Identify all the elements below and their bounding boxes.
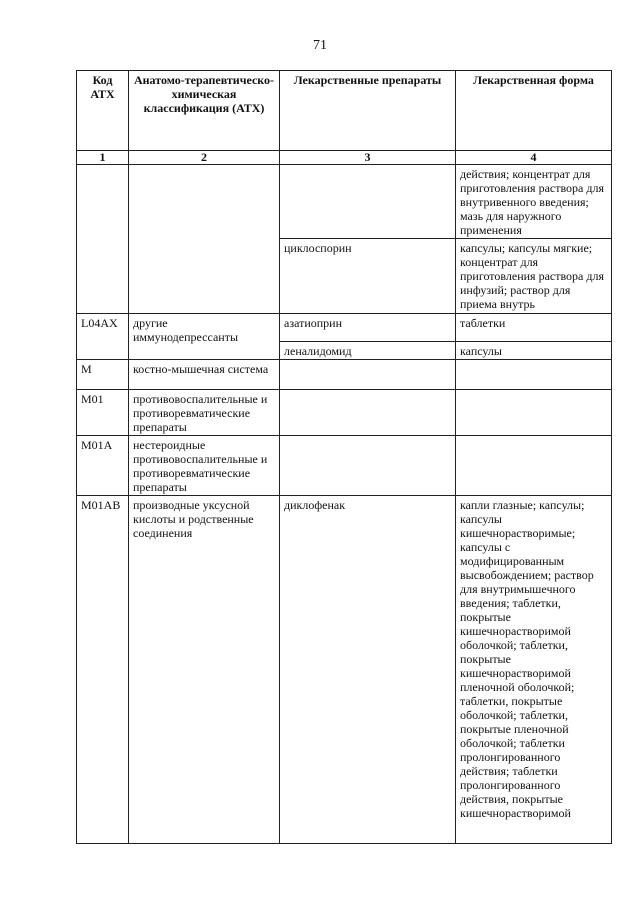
- cell-classification: другие иммунодепрессанты: [129, 314, 280, 360]
- cell-drug: азатиоприн: [280, 314, 456, 342]
- page-number: 71: [313, 38, 327, 53]
- cell-drug: циклоспорин: [280, 239, 456, 314]
- column-number: 1: [77, 151, 129, 165]
- cell-classification: производные уксусной кислоты и родственные соединения: [129, 496, 280, 844]
- table-row: [77, 314, 612, 342]
- column-number: 4: [456, 151, 612, 165]
- cell-form: капли глазные; капсулы; капсулы кишечнорастворимые; капсулы с модифицированным высвобождением; раствор для внутримышечного введения; таблетки, покрытые кишечнорастворимой оболочкой; таблетки, покрытые кишечнорастворимой пленочной оболочкой; таблетки, покрытые оболочкой; таблетки, покрытые пленочной оболочкой; таблетки пролонгированного действия; таблетки пролонгированного действия, покрытые кишечнорастворимой: [456, 496, 612, 844]
- cell-drug: [280, 165, 456, 239]
- cell-classification: костно-мышечная система: [129, 360, 280, 390]
- table-row: [77, 496, 612, 844]
- atx-table: [76, 70, 612, 844]
- cell-code: M01: [77, 390, 129, 436]
- header-code: Код АТХ: [77, 71, 129, 151]
- table-row: [77, 360, 612, 390]
- column-number-row: [77, 151, 612, 165]
- cell-form: таблетки: [456, 314, 612, 342]
- cell-form: [456, 390, 612, 436]
- table-row: [77, 390, 612, 436]
- column-number: 3: [280, 151, 456, 165]
- header-form: Лекарственная форма: [456, 71, 612, 151]
- cell-classification: [129, 165, 280, 314]
- cell-code: M01A: [77, 436, 129, 496]
- table-row: [77, 165, 612, 239]
- cell-classification: нестероидные противовоспалительные и противоревматические препараты: [129, 436, 280, 496]
- cell-form: капсулы: [456, 342, 612, 360]
- cell-form: действия; концентрат для приготовления раствора для внутривенного введения; мазь для наружного применения: [456, 165, 612, 239]
- cell-drug: [280, 436, 456, 496]
- cell-form: [456, 436, 612, 496]
- cell-drug: диклофенак: [280, 496, 456, 844]
- cell-code: L04AX: [77, 314, 129, 360]
- cell-drug: [280, 360, 456, 390]
- cell-code: M: [77, 360, 129, 390]
- header-drugs: Лекарственные препараты: [280, 71, 456, 151]
- cell-drug: [280, 390, 456, 436]
- cell-code: [77, 165, 129, 314]
- cell-code: M01AB: [77, 496, 129, 844]
- header-classification: Анатомо-терапевтическо-химическая классификация (АТХ): [129, 71, 280, 151]
- cell-form: [456, 360, 612, 390]
- cell-classification: противовоспалительные и противоревматические препараты: [129, 390, 280, 436]
- cell-drug: леналидомид: [280, 342, 456, 360]
- header-row: [77, 71, 612, 151]
- cell-form: капсулы; капсулы мягкие; концентрат для приготовления раствора для инфузий; раствор для приема внутрь: [456, 239, 612, 314]
- table-row: [77, 436, 612, 496]
- column-number: 2: [129, 151, 280, 165]
